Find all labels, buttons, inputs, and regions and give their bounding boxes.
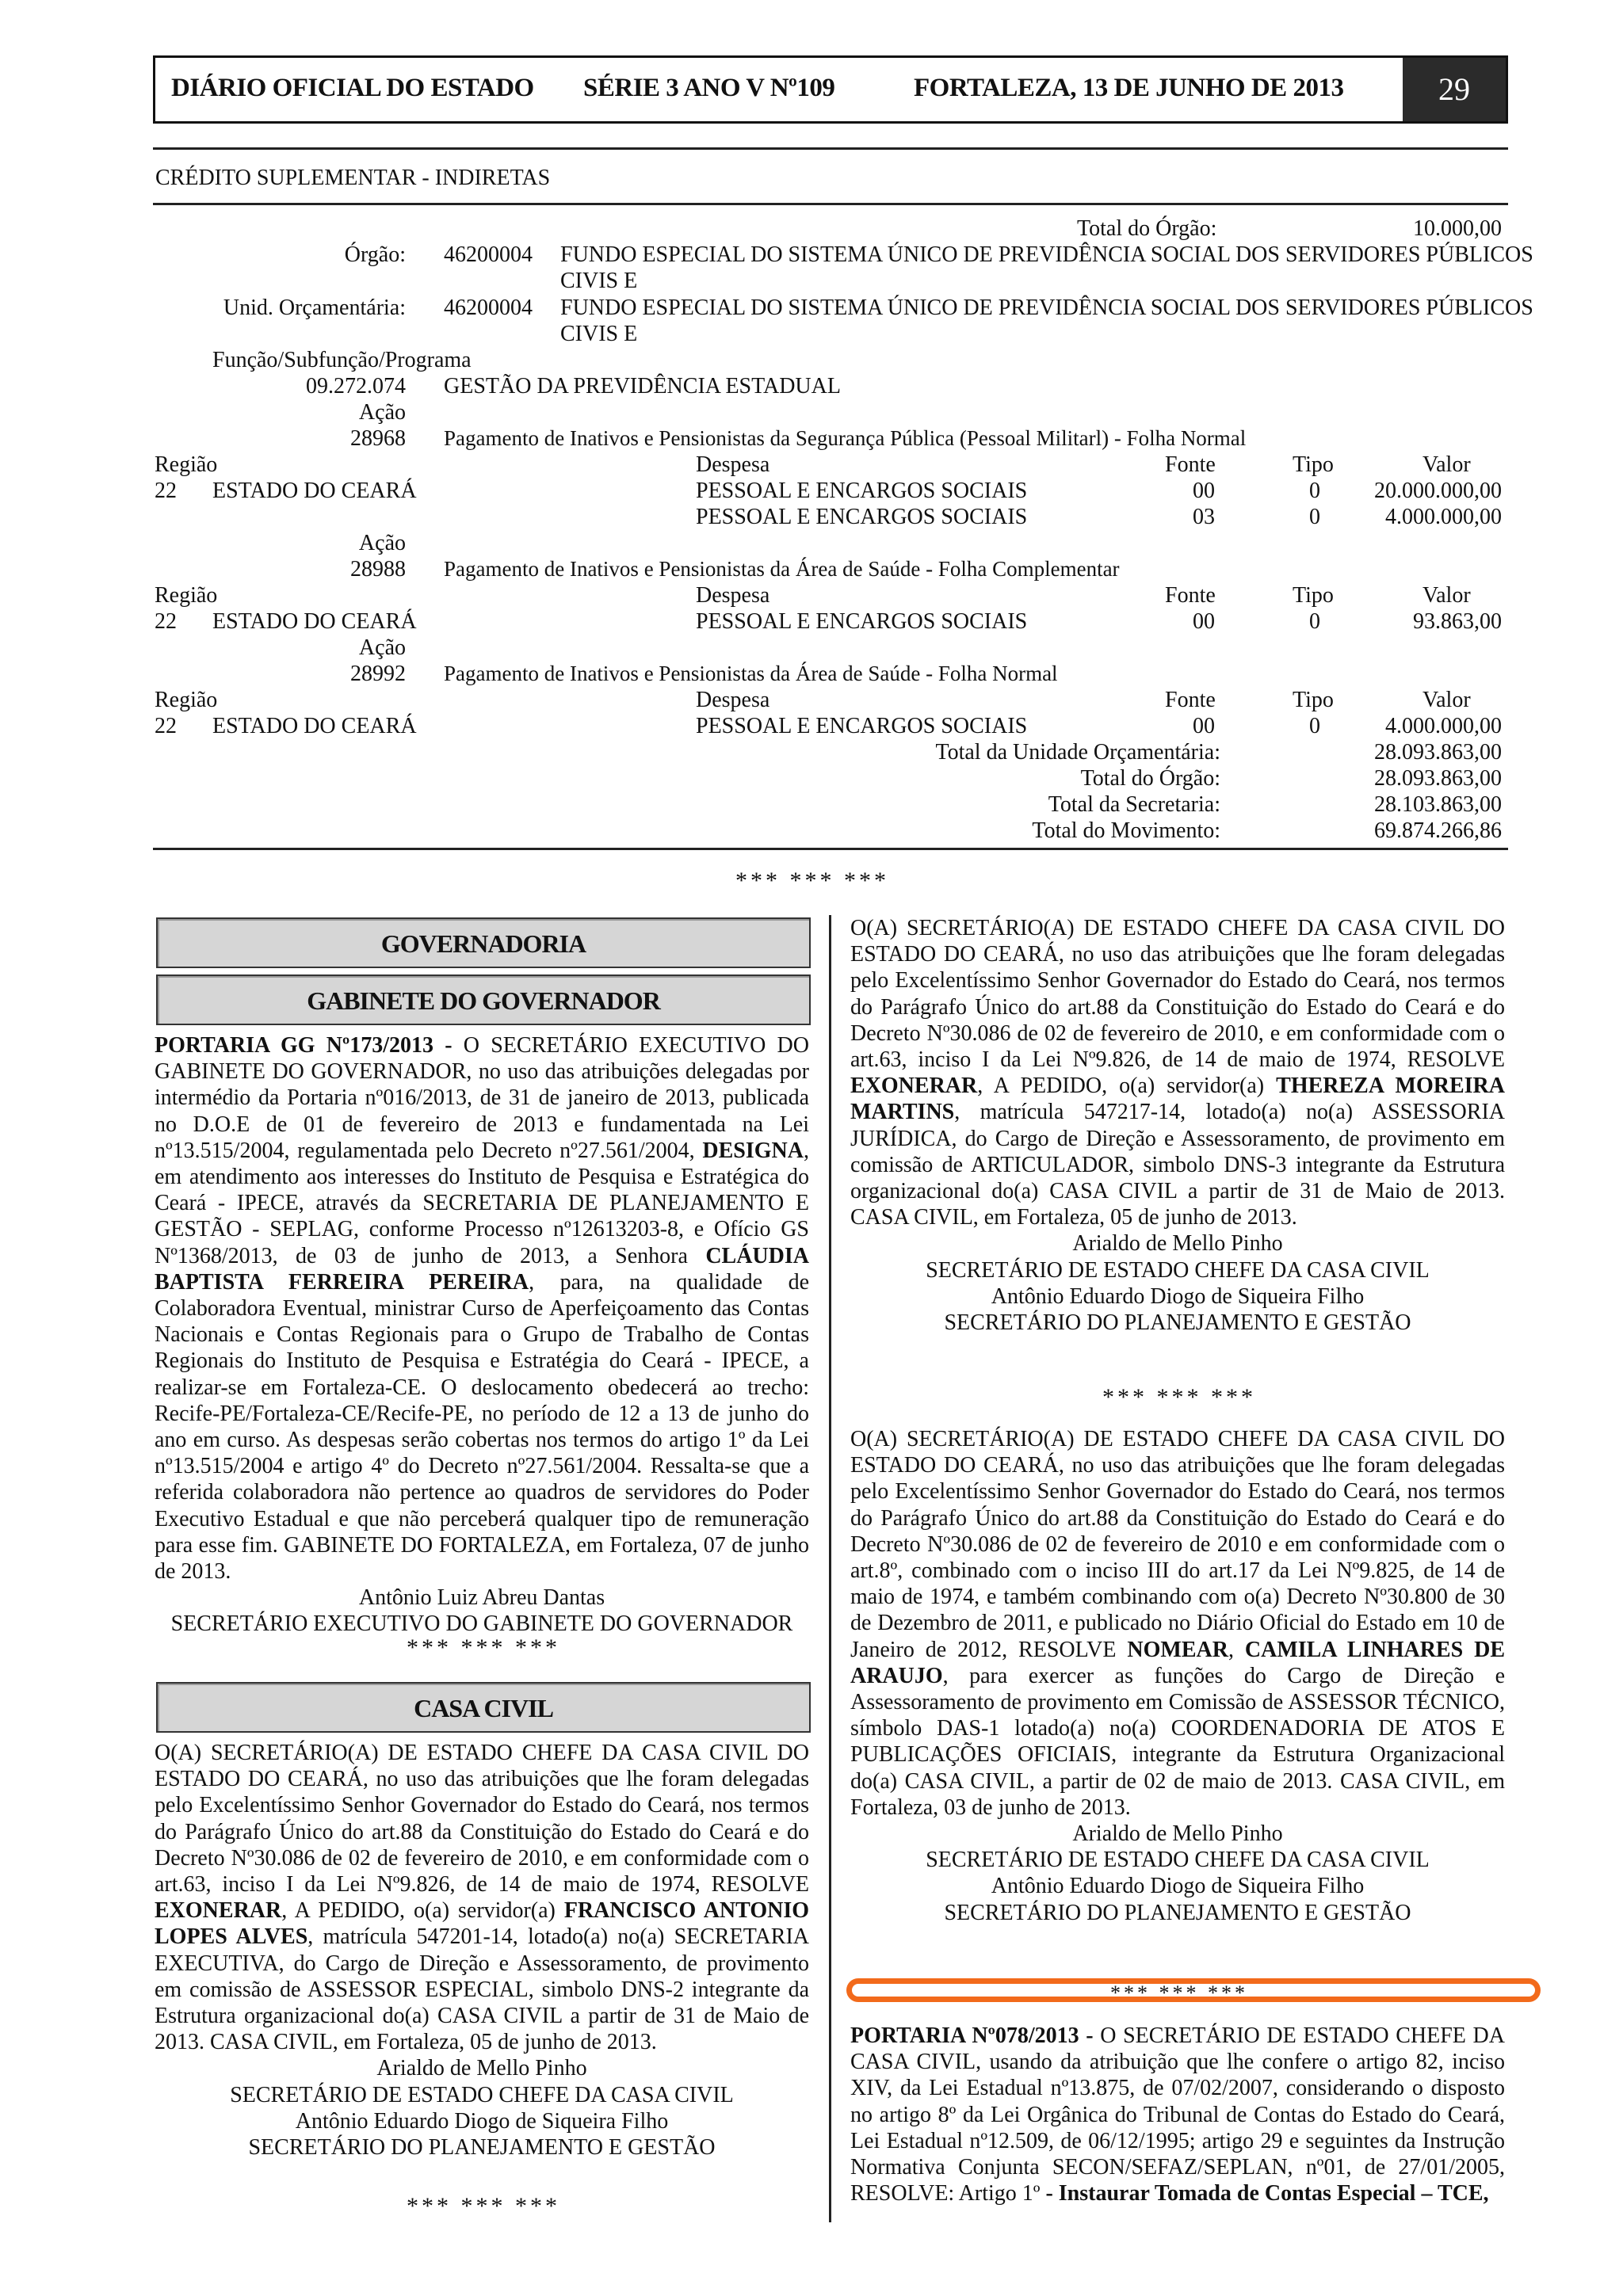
separator-stars: *** *** *** — [407, 2193, 560, 2219]
act-text: O(A) SECRETÁRIO(A) DE ESTADO CHEFE DA CASA CIVIL DO ESTADO DO CEARÁ, no uso das atribuições que lhe foram delegadas pelo Excelentíssimo Senhor Governador do Estado do Ceará, nos termos do Parágrafo Único do art.88 da Constituição do Estado do Ceará e do Decreto Nº30.086 de 02 de fevereiro de 2010 e em conformidade com o art.8º, combinado com o inciso III do art.17 da Lei Nº9.825, de 14 de maio de 1974, e também combinando com o(a) Decreto Nº30.800 de 30 de Dezembro de 2011, e publicado no Diário Oficial do Estado em 10 de Janeiro de 2012, RESOLVE — [850, 1427, 1505, 1662]
separator-stars: *** *** *** — [1102, 1384, 1256, 1410]
tipo-header: Tipo — [1293, 583, 1334, 608]
act-text: , matrícula 547201-14, lotado(a) no(a) SECRETARIA EXECUTIVA, do Cargo de Direção e Assessoramento, de provimento em comissão de ASSESSOR ESPECIAL, simbolo DNS-2 integrante da Estrutura organizacional do(a) CASA CIVIL a partir de 31 de Maio de 2013. CASA CIVIL, em Fortaleza, 05 de junho de 2013. — [155, 1924, 809, 2055]
signature-title: SECRETÁRIO DO PLANEJAMENTO E GESTÃO — [248, 2135, 716, 2161]
separator-stars: *** *** *** — [735, 868, 889, 894]
act-text: , matrícula 547217-14, lotado(a) no(a) ASSESSORIA JURÍDICA, do Cargo de Direção e Assessoramento, de provimento em comissão de ARTICULADOR, simbolo DNS-3 integrante da Estrutura organizacional do(a) CASA CIVIL a partir de 31 de Maio de 2013. CASA CIVIL, em Fortaleza, 05 de junho de 2013. — [850, 1100, 1505, 1230]
acao-code: 28968 — [350, 426, 406, 451]
acao-name: Pagamento de Inativos e Pensionistas da Segurança Pública (Pessoal Militarl) - Folha Normal — [444, 426, 1247, 450]
casa-civil-act-1 — [155, 1740, 809, 2161]
fonte-cell: 00 — [1193, 479, 1215, 503]
acao-name: Pagamento de Inativos e Pensionistas da Área de Saúde - Folha Complementar — [444, 557, 1120, 581]
signature-title: SECRETÁRIO DE ESTADO CHEFE DA CASA CIVIL — [926, 1848, 1430, 1873]
region-number: 22 — [155, 714, 177, 738]
despesa-cell: PESSOAL E ENCARGOS SOCIAIS — [696, 505, 1028, 529]
act-text: O(A) SECRETÁRIO(A) DE ESTADO CHEFE DA CASA CIVIL DO ESTADO DO CEARÁ, no uso das atribuições que lhe foram delegadas pelo Excelentíssimo Senhor Governador do Estado do Ceará, nos termos do Parágrafo Único do art.88 da Constituição do Estado do Ceará e do Decreto Nº30.086 de 02 de fevereiro de 2010, e em conformidade com o art.63, inciso I da Lei Nº9.826, de 14 de maio de 1974, RESOLVE — [850, 916, 1505, 1073]
act-text: , para exercer as funções do Cargo de Direção e Assessoramento de provimento em Comissão de ASSESSOR TÉCNICO, símbolo DAS-1 lotado(a) no(a) COORDENADORIA DE ATOS E PUBLICAÇÕES OFICIAIS, integrante da Estrutura Organizacional do(a) CASA CIVIL, a partir de 02 de maio de 2013. CASA CIVIL, em Fortaleza, 03 de junho de 2013. — [850, 1663, 1505, 1820]
section-casa-civil: CASA CIVIL — [156, 1682, 811, 1733]
fonte-header: Fonte — [1165, 452, 1216, 477]
unid-name-line1: FUNDO ESPECIAL DO SISTEMA ÚNICO DE PREVIDÊNCIA SOCIAL DOS SERVIDORES PÚBLICOS — [560, 296, 1533, 320]
despesa-cell: PESSOAL E ENCARGOS SOCIAIS — [696, 714, 1028, 738]
act-action: NOMEAR — [1127, 1637, 1228, 1662]
valor-header: Valor — [1423, 583, 1471, 608]
publication-date: FORTALEZA, 13 DE JUNHO DE 2013 — [914, 74, 1344, 102]
portaria-lead: PORTARIA GG Nº173/2013 - — [155, 1033, 453, 1058]
acao-code: 28988 — [350, 557, 406, 582]
total-label: Total do Órgão: — [1080, 766, 1220, 791]
casa-civil-act-3 — [850, 1426, 1505, 1926]
despesa-header: Despesa — [696, 452, 770, 477]
unid-label: Unid. Orçamentária: — [223, 296, 406, 320]
acao-label: Ação — [358, 635, 406, 660]
section-title-credito: CRÉDITO SUPLEMENTAR - INDIRETAS — [155, 166, 551, 190]
act-text: , — [1228, 1637, 1245, 1662]
fonte-cell: 00 — [1193, 714, 1215, 738]
total-value: 28.093.863,00 — [1374, 740, 1502, 765]
signature-name: Antônio Eduardo Diogo de Siqueira Filho — [991, 1283, 1365, 1309]
orgao-name-line1: FUNDO ESPECIAL DO SISTEMA ÚNICO DE PREVIDÊNCIA SOCIAL DOS SERVIDORES PÚBLICOS — [560, 242, 1533, 267]
portaria-action: - Instaurar Tomada de Contas Especial – TCE, — [1045, 2181, 1489, 2206]
signature-name: Arialdo de Mello Pinho — [1072, 1231, 1283, 1257]
signature-name: Antônio Eduardo Diogo de Siqueira Filho — [295, 2108, 669, 2134]
total-orgao-top-value: 10.000,00 — [1413, 216, 1502, 241]
unid-code: 46200004 — [444, 296, 533, 320]
total-label: Total da Secretaria: — [1048, 792, 1220, 817]
orgao-label: Órgão: — [344, 242, 406, 267]
signature-title: SECRETÁRIO DE ESTADO CHEFE DA CASA CIVIL — [926, 1257, 1430, 1283]
fonte-header: Fonte — [1165, 583, 1216, 608]
signature-name: Antônio Eduardo Diogo de Siqueira Filho — [991, 1874, 1365, 1899]
acao-code: 28992 — [350, 662, 406, 686]
separator-stars: *** *** *** — [1110, 1985, 1248, 2002]
total-label: Total da Unidade Orçamentária: — [935, 740, 1220, 765]
signature-title: SECRETÁRIO EXECUTIVO DO GABINETE DO GOVERNADOR — [170, 1611, 793, 1637]
header-rule — [153, 147, 1508, 150]
region-name: ESTADO DO CEARÁ — [212, 479, 417, 503]
signature-title: SECRETÁRIO DE ESTADO CHEFE DA CASA CIVIL — [230, 2082, 734, 2107]
masthead — [153, 55, 1508, 124]
tipo-cell: 0 — [1309, 609, 1320, 634]
portaria-text: O SECRETÁRIO EXECUTIVO DO GABINETE DO GOVERNADOR, no uso das atribuições delegadas por intermédio da Portaria nº016/2013, de 31 de janeiro de 2013, publicada no D.O.E de 01 de fevereiro de 2013 e fundamentada na Lei nº13.515/2004, regulamentada pelo Decreto nº27.561/2004, — [155, 1033, 809, 1163]
fonte-header: Fonte — [1165, 688, 1216, 712]
separator-stars: *** *** *** — [407, 1634, 560, 1661]
valor-header: Valor — [1423, 688, 1471, 712]
portaria-gg-173 — [155, 1032, 809, 1638]
act-text: , A PEDIDO, o(a) servidor(a) — [281, 1898, 564, 1924]
tipo-cell: 0 — [1309, 714, 1320, 738]
section-gabinete: GABINETE DO GOVERNADOR — [156, 974, 811, 1025]
valor-cell: 93.863,00 — [1413, 609, 1502, 634]
unid-name-line2: CIVIS E — [560, 322, 638, 346]
signature-name: Arialdo de Mello Pinho — [376, 2056, 587, 2081]
portaria-person: CLÁUDIA BAPTISTA FERREIRA PEREIRA — [155, 1243, 809, 1295]
casa-civil-act-2 — [850, 915, 1505, 1336]
despesa-header: Despesa — [696, 583, 770, 608]
valor-cell: 20.000.000,00 — [1374, 479, 1502, 503]
region-name: ESTADO DO CEARÁ — [212, 609, 417, 634]
acao-label: Ação — [358, 400, 406, 425]
signature-title: SECRETÁRIO DO PLANEJAMENTO E GESTÃO — [944, 1310, 1411, 1336]
portaria-078 — [850, 2023, 1505, 2206]
act-text: O(A) SECRETÁRIO(A) DE ESTADO CHEFE DA CASA CIVIL DO ESTADO DO CEARÁ, no uso das atribuições que lhe foram delegadas pelo Excelentíssimo Senhor Governador do Estado do Ceará, nos termos do Parágrafo Único do art.88 da Constituição do Estado do Ceará e do Decreto Nº30.086 de 02 de fevereiro de 2010, e em conformidade com o art.63, inciso I da Lei Nº9.826, de 14 de maio de 1974, RESOLVE — [155, 1741, 809, 1897]
series-number: SÉRIE 3 ANO V Nº109 — [583, 74, 835, 102]
fonte-cell: 03 — [1193, 505, 1215, 529]
regiao-header: Região — [155, 688, 218, 712]
regiao-header: Região — [155, 583, 218, 608]
acao-name: Pagamento de Inativos e Pensionistas da Área de Saúde - Folha Normal — [444, 662, 1058, 685]
despesa-header: Despesa — [696, 688, 770, 712]
regiao-header: Região — [155, 452, 218, 477]
portaria-designa: DESIGNA — [702, 1138, 804, 1163]
tipo-header: Tipo — [1293, 452, 1334, 477]
acao-label: Ação — [358, 531, 406, 555]
portaria-text: , em atendimento aos interesses do Instituto de Pesquisa e Estratégica do Ceará - IPECE, através da SECRETARIA DE PLANEJAMENTO E GESTÃO - SEPLAG, conforme Processo nº12613203-8, e Ofício GS Nº1368/2013, de 03 de junho de 2013, a Senhora — [155, 1138, 809, 1268]
journal-name: DIÁRIO OFICIAL DO ESTADO — [171, 74, 534, 102]
act-person: THEREZA MOREIRA MARTINS — [850, 1074, 1505, 1125]
tipo-cell: 0 — [1309, 479, 1320, 503]
programa-code: 09.272.074 — [306, 374, 406, 399]
region-number: 22 — [155, 479, 177, 503]
credit-top-rule — [153, 203, 1508, 205]
region-number: 22 — [155, 609, 177, 634]
portaria-lead: PORTARIA Nº078/2013 - — [850, 2023, 1094, 2048]
funcao-label: Função/Subfunção/Programa — [212, 348, 472, 372]
act-action: EXONERAR — [155, 1898, 282, 1924]
total-value: 28.093.863,00 — [1374, 766, 1502, 791]
total-value: 69.874.266,86 — [1374, 818, 1502, 843]
credit-bottom-rule — [153, 848, 1508, 850]
total-label: Total do Movimento: — [1032, 818, 1220, 843]
portaria-text: O SECRETÁRIO DE ESTADO CHEFE DA CASA CIVIL, usando da atribuição que lhe confere o artigo 82, inciso XIV, da Lei Estadual nº13.875, de 07/02/2007, considerando o disposto no artigo 8º da Lei Orgânica do Tribunal de Contas do Estado do Ceará, Lei Estadual nº12.509, de 06/12/1995; artigo 29 e seguintes da Instrução Normativa Conjunta SECON/SEFAZ/SEPLAN, nº01, de 27/01/2005, RESOLVE: Artigo 1º — [850, 2023, 1505, 2206]
act-person: FRANCISCO ANTONIO LOPES ALVES — [155, 1898, 810, 1950]
act-person: CAMILA LINHARES DE ARAUJO — [850, 1637, 1505, 1688]
valor-cell: 4.000.000,00 — [1385, 505, 1502, 529]
act-action: EXONERAR — [850, 1074, 978, 1099]
fonte-cell: 00 — [1193, 609, 1215, 634]
orgao-name-line2: CIVIS E — [560, 269, 638, 293]
column-divider — [829, 915, 831, 2222]
total-orgao-top-label: Total do Órgão: — [1077, 216, 1217, 241]
valor-cell: 4.000.000,00 — [1385, 714, 1502, 738]
act-text: , A PEDIDO, o(a) servidor(a) — [977, 1074, 1277, 1099]
section-governadoria: GOVERNADORIA — [156, 917, 811, 968]
total-value: 28.103.863,00 — [1374, 792, 1502, 817]
region-name: ESTADO DO CEARÁ — [212, 714, 417, 738]
tipo-header: Tipo — [1293, 688, 1334, 712]
highlight-annotation — [846, 1978, 1541, 2002]
signature-name: Arialdo de Mello Pinho — [1072, 1821, 1283, 1847]
signature-title: SECRETÁRIO DO PLANEJAMENTO E GESTÃO — [944, 1900, 1411, 1925]
despesa-cell: PESSOAL E ENCARGOS SOCIAIS — [696, 479, 1028, 503]
tipo-cell: 0 — [1309, 505, 1320, 529]
programa-name: GESTÃO DA PREVIDÊNCIA ESTADUAL — [444, 374, 841, 399]
orgao-code: 46200004 — [444, 242, 533, 267]
signature-name: Antônio Luiz Abreu Dantas — [358, 1585, 605, 1611]
page-number: 29 — [1403, 58, 1506, 121]
despesa-cell: PESSOAL E ENCARGOS SOCIAIS — [696, 609, 1028, 634]
portaria-text: , para, na qualidade de Colaboradora Eventual, ministrar Curso de Aperfeiçoamento das Contas Nacionais e Contas Regionais para o Grupo de Trabalho de Contas Regionais do Instituto de Pesquisa e Estratégia do Ceará - IPECE, a realizar-se em Fortaleza-CE. O deslocamento obedecerá ao trecho: Recife-PE/Fortaleza-CE/Recife-PE, no período de 12 a 13 de junho do ano em curso. As despesas serão cobertas nos termos do artigo 1º da Lei nº13.515/2004 e artigo 4º do Decreto nº27.561/2004. Ressalta-se que a referida colaboradora não pertence ao quadros de servidores do Poder Executivo Estadual e que não perceberá qualquer tipo de remuneração para esse fim. GABINETE DO FORTALEZA, em Fortaleza, 07 de junho de 2013. — [155, 1269, 809, 1585]
valor-header: Valor — [1423, 452, 1471, 477]
